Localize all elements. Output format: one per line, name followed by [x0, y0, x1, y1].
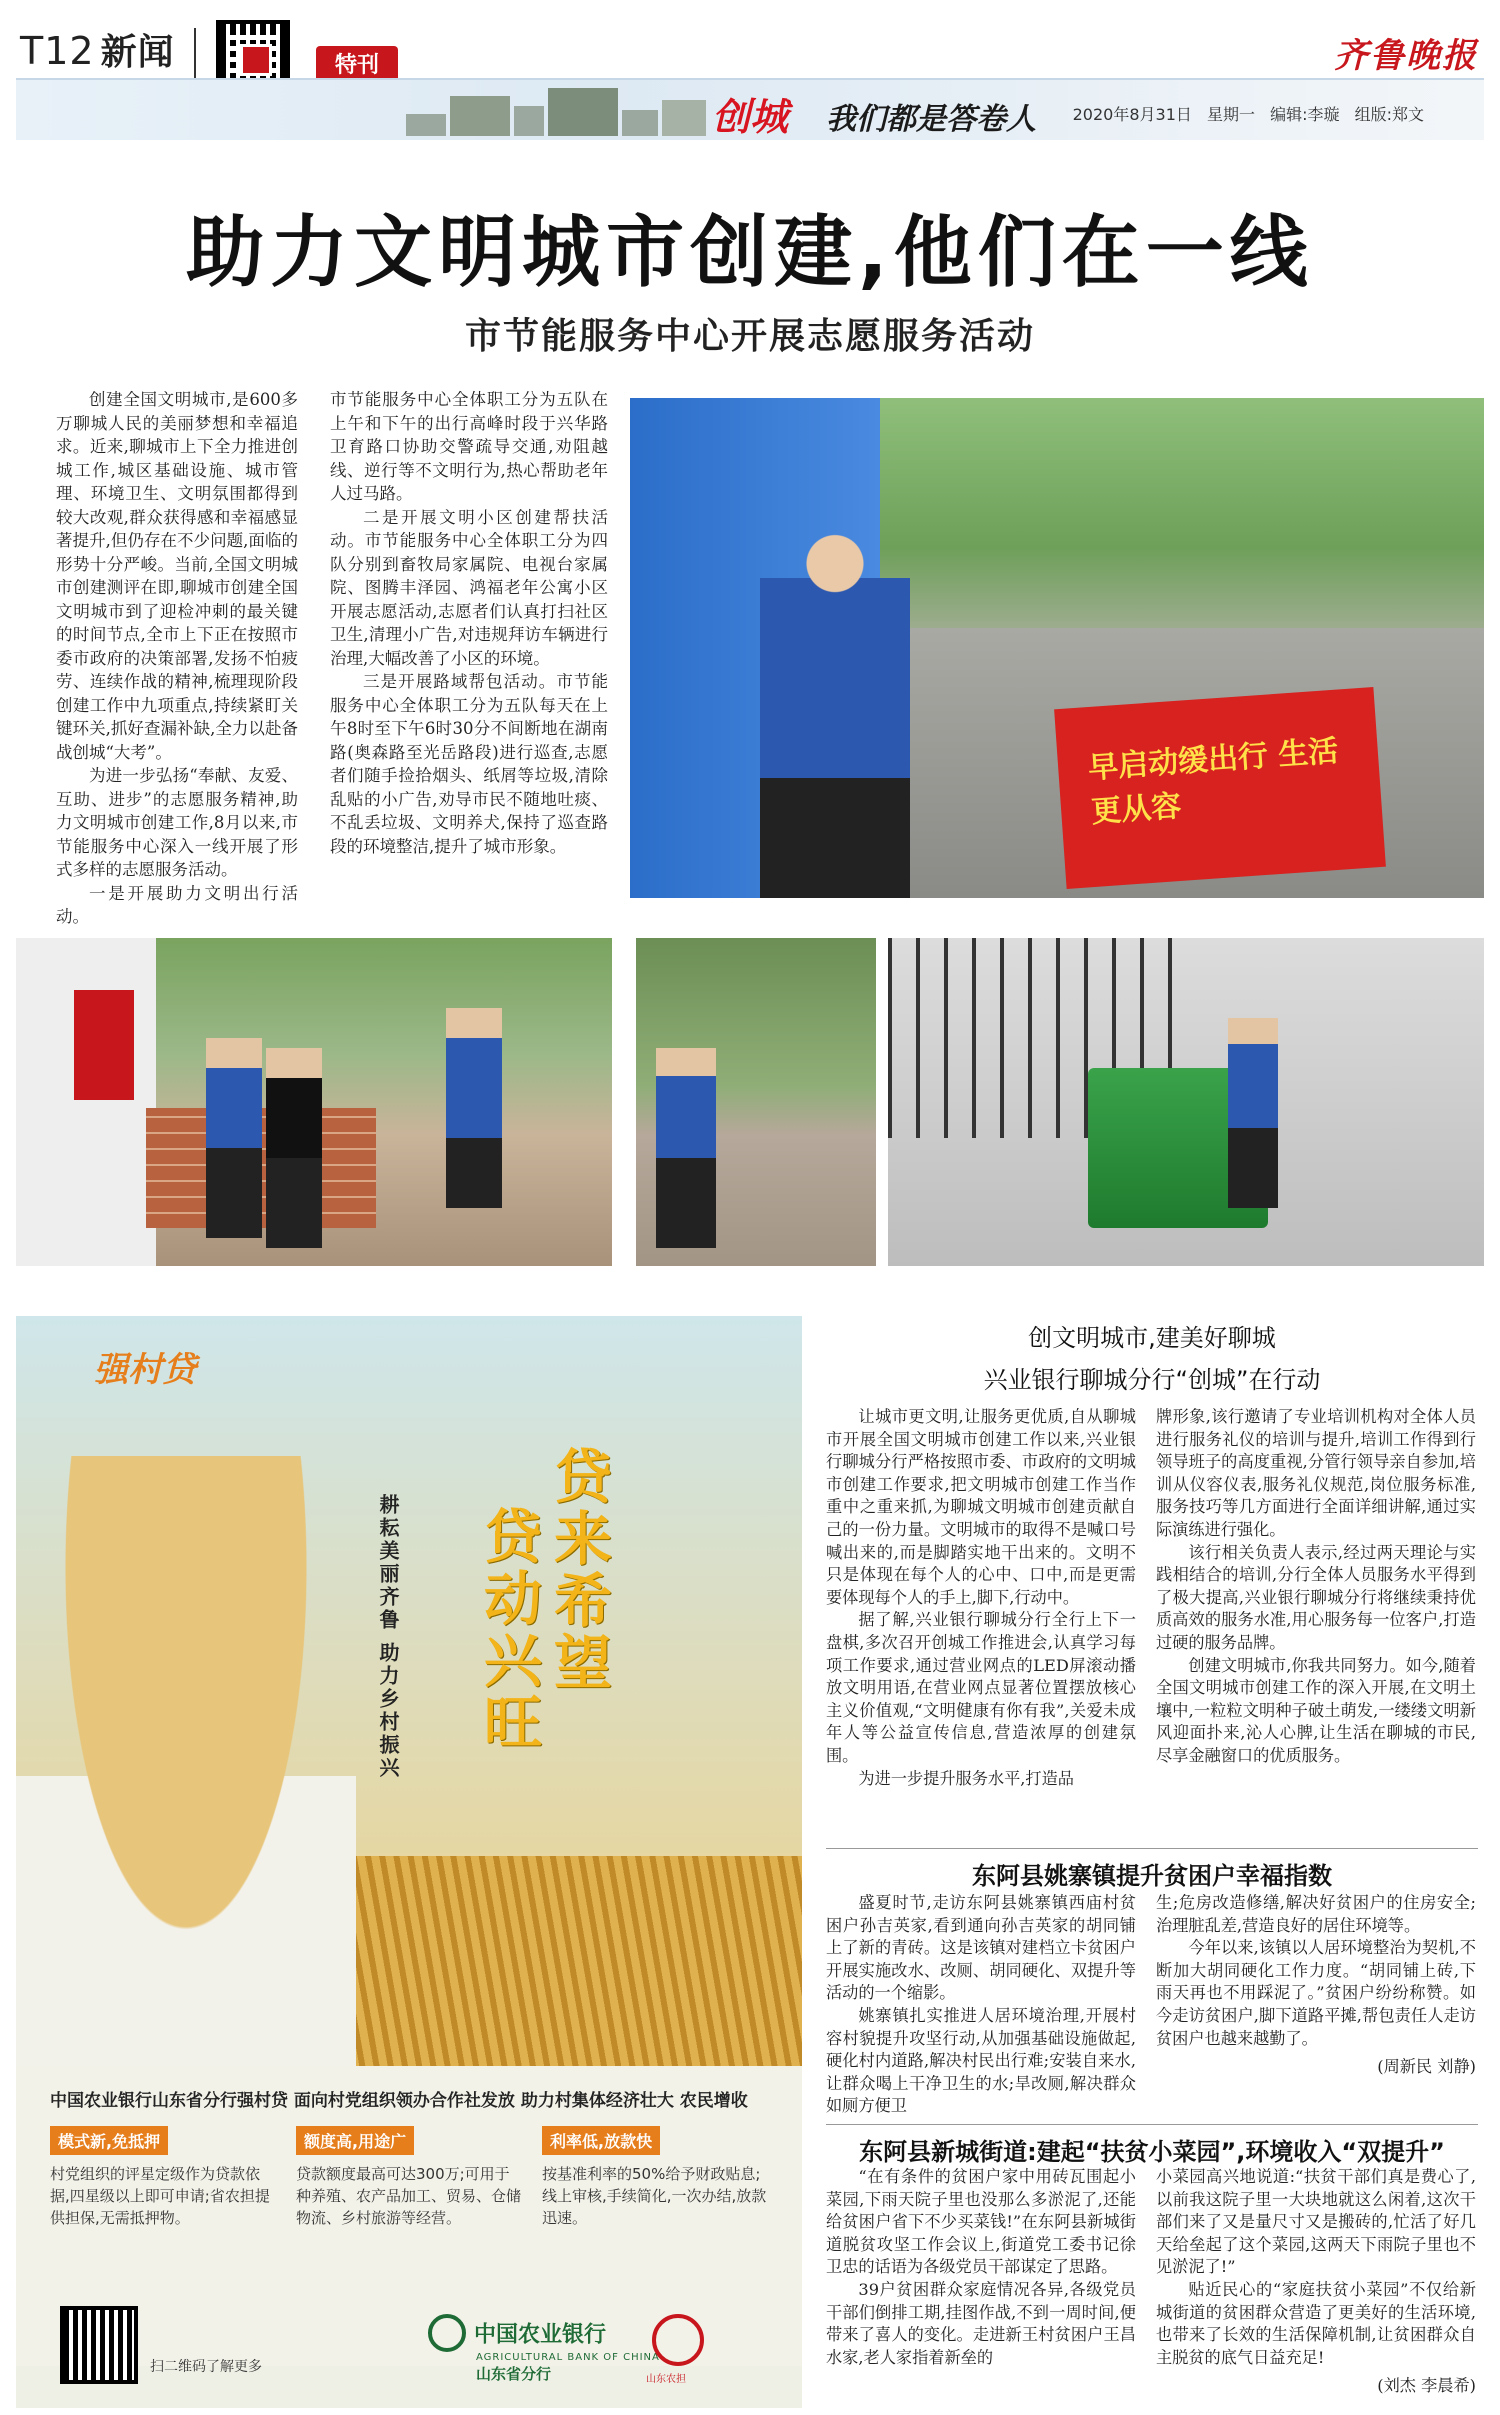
- issue-weekday: 星期一: [1206, 105, 1255, 124]
- article-a-subtitle: 兴业银行聊城分行“创城”在行动: [983, 1366, 1321, 1394]
- ad-feature-box: [50, 2126, 276, 2229]
- layout-editor: 组版:郑文: [1354, 105, 1424, 124]
- campaign-title: 创城: [712, 95, 789, 139]
- farmer-figure: [16, 1456, 356, 2076]
- paragraph: 一是开展助力文明出行活动。: [56, 883, 298, 926]
- bank-emblem-icon: [428, 2314, 466, 2352]
- partner-name: 山东农担: [646, 2374, 686, 2385]
- main-headline: 助力文明城市创建,他们在一线: [186, 208, 1314, 298]
- notice-board: [74, 990, 134, 1100]
- paragraph: 小菜园高兴地说道:“扶贫干部们真是费心了,以前我这院子里一大块地就这么闲着,这次干部们来了又是量尺寸又是搬砖的,忙活了好几天给垒起了这个菜园,这两天下雨院子里也不见淤泥了!”: [1156, 2167, 1476, 2277]
- wall: [16, 938, 156, 1266]
- paragraph: 据了解,兴业银行聊城分行全行上下一盘棋,多次召开创城工作推进会,认真学习每项工作要求,通过营业网点的LED屏滚动播放文明用语,在营业网点显著位置摆放核心主义价值观,“文明健康有你有我”,关爱未成年人等公益宣传信息,营造浓厚的创建氛围。: [826, 1610, 1136, 1765]
- volunteer-figure: [446, 1008, 502, 1208]
- partner-emblem-icon: [652, 2314, 704, 2366]
- ad-feature-text: 贷款额度最高可达300万;可用于种养殖、农产品加工、贸易、仓储物流、乡村旅游等经营。: [296, 2165, 522, 2227]
- article-c-column-2: [1156, 2166, 1476, 2398]
- paragraph: 生;危房改造修缮,解决好贫困户的住房安全;治理脏乱差,营造良好的居住环境等。: [1156, 1893, 1476, 1935]
- article-divider: [826, 1848, 1478, 1849]
- article-c-title: 东阿县新城街道:建起“扶贫小菜园”,环境收入“双提升”: [859, 2138, 1445, 2166]
- ad-feature-title: 模式新,免抵押: [50, 2126, 168, 2155]
- photo-traffic-volunteer: [630, 398, 1484, 898]
- ad-qr-caption: 扫二维码了解更多: [150, 2359, 262, 2375]
- ad-qr-code-icon: [60, 2306, 138, 2384]
- campaign-banner: [16, 78, 1484, 140]
- flag-slogan: 早启动缓出行 生活更从容: [1087, 733, 1340, 830]
- paragraph: 三是开展路域帮包活动。市节能服务中心全体职工分为五队每天在上午8时至下午6时30分不间断地在湖南路(奥森路至光岳路段)进行巡查,志愿者们随手捡拾烟头、纸屑等垃圾,清除乱贴的小广告,劝导市民不随地吐痰、不乱丢垃圾、文明养犬,保持了巡查路段的环境整洁,提升了城市形象。: [330, 672, 608, 856]
- volunteer-figure: [1228, 1018, 1278, 1208]
- paragraph: 姚寨镇扎实推进人居环境治理,开展村容村貌提升攻坚行动,从加强基础设施做起,硬化村内道路,解决村民出行难;安装自来水,让群众喝上干净卫生的水;旱改厕,解决群众如厕方便卫: [826, 2005, 1136, 2116]
- issue-meta: [1073, 102, 1424, 125]
- paragraph: 今年以来,该镇以人居环境整治为契机,不断加大胡同硬化工作力度。“胡同铺上砖,下雨天再也不用踩泥了。”贫困户纷纷称赞。如今走访贫困户,脚下道路平摊,帮包责任人走访贫困户也越来越勤了。: [1156, 1938, 1476, 2048]
- ad-main-line: 中国农业银行山东省分行强村贷 面向村党组织领办合作社发放 助力村集体经济壮大 农民增收: [50, 2091, 748, 2111]
- volunteer-figure: [266, 1048, 322, 1248]
- bank-name: 中国农业银行: [474, 2322, 607, 2348]
- bank-branch: 山东省分行: [476, 2365, 552, 2383]
- paragraph: 为进一步提升服务水平,打造品: [858, 1768, 1074, 1788]
- editor-name: 编辑:李璇: [1270, 105, 1340, 124]
- red-flag: [1054, 687, 1386, 889]
- paragraph: 让城市更文明,让服务更优质,自从聊城市开展全国文明城市创建工作以来,兴业银行聊城分行严格按照市委、市政府的文明城市创建工作要求,把文明城市创建工作当作重中之重来抓,为聊城文明城市创建贡献自己的一份力量。文明城市的取得不是喊口号喊出来的,而是脚踏实地干出来的。文明不只是体现在每个人的心中、口中,而是更需要体现每个人的手上,脚下,行动中。: [826, 1407, 1136, 1607]
- main-subhead: 市节能服务中心开展志愿服务活动: [464, 316, 1035, 357]
- bank-advertisement: [16, 1316, 802, 2408]
- ad-feature-box: [542, 2126, 768, 2229]
- article-b-title: 东阿县姚寨镇提升贫困户幸福指数: [972, 1862, 1332, 1890]
- article-a-column-2: [1156, 1406, 1476, 1768]
- city-skyline-icon: [406, 86, 706, 136]
- article-b-byline: (周新民 刘静): [1377, 2057, 1476, 2077]
- paragraph: 盛夏时节,走访东阿县姚寨镇西庙村贫困户孙吉英家,看到通向孙吉英家的胡同铺上了新的青砖。这是该镇对建档立卡贫困户开展实施改水、改厕、胡同硬化、双提升等活动的一个缩影。: [826, 1893, 1136, 2003]
- photo-community-flyers: [16, 938, 612, 1266]
- ad-feature-title: 利率低,放款快: [542, 2126, 660, 2155]
- paragraph: 为进一步弘扬“奉献、友爱、互助、进步”的志愿服务精神,助力文明城市创建工作,8月以来,市节能服务中心深入一线开展了形式多样的志愿服务活动。: [56, 766, 298, 879]
- article-b-column-2: [1156, 1892, 1476, 2079]
- volunteer-figure: [206, 1038, 262, 1238]
- article-c-column-1: [826, 2166, 1136, 2369]
- page-number-text: T12: [20, 29, 95, 73]
- bank-name-english: AGRICULTURAL BANK OF CHINA: [476, 2352, 660, 2363]
- issue-date: 2020年8月31日: [1072, 105, 1192, 124]
- paragraph: 二是开展文明小区创建帮扶活动。市节能服务中心全体职工分为四队分别到畜牧局家属院、电视台家属院、图腾丰泽园、鸿福老年公寓小区开展志愿活动,志愿者们认真打扫社区卫生,清理小广告,对违规拜访车辆进行治理,大幅改善了小区的环境。: [330, 507, 608, 668]
- campaign-subtitle: 我们都是答卷人: [826, 102, 1036, 137]
- paragraph: 创建文明城市,你我共同努力。如今,随着全国文明城市创建工作的深入开展,在文明土壤中,一粒粒文明种子破土萌发,一缕缕文明新风迎面扑来,沁人心脾,让生活在聊城的市民,尽享金融窗口的优质服务。: [1156, 1655, 1476, 1765]
- special-edition-badge: 特刊: [316, 46, 398, 86]
- page-number: [20, 24, 175, 75]
- article-a-column-1: [826, 1406, 1136, 1790]
- ad-slogan-line-1: 贷来希望: [544, 1446, 612, 1694]
- volunteer-figure: [656, 1048, 716, 1248]
- paragraph: 39户贫困群众家庭情况各异,各级党员干部们倒排工期,挂图作战,不到一周时间,便带来了喜人的变化。走进新王村贫困户王昌水家,老人家指着新垒的: [826, 2279, 1136, 2367]
- photo-trash-bins: [888, 938, 1484, 1266]
- volunteer-figure: [760, 518, 910, 898]
- paragraph: 贴近民心的“家庭扶贫小菜园”不仅给新城街道的贫困群众营造了更美好的生活环境,也带来了长效的生活保障机制,让贫困群众自主脱贫的底气日益充足!: [1156, 2279, 1476, 2367]
- ad-slogan-line-2: 贷动兴旺: [474, 1506, 542, 1754]
- article-c-byline: (刘杰 李晨希): [1377, 2376, 1476, 2396]
- ad-feature-text: 村党组织的评星定级作为贷款依据,四星级以上即可申请;省农担提供担保,无需抵押物。: [50, 2165, 270, 2227]
- ad-slogan: [466, 1446, 612, 1886]
- article-divider: [826, 2124, 1478, 2125]
- article-b-column-1: [826, 1892, 1136, 2118]
- ad-product-logo: 强村贷: [94, 1350, 196, 1390]
- ad-feature-title: 额度高,用途广: [296, 2126, 414, 2155]
- paragraph: “在有条件的贫困户家中用砖瓦围起小菜园,下雨天院子里也没那么多淤泥了,还能给贫困户省下不少买菜钱!”在东阿县新城街道脱贫攻坚工作会议上,街道党工委书记徐卫忠的话语为各级党员干部谋定了思路。: [826, 2167, 1136, 2277]
- paragraph: 市节能服务中心全体职工分为五队在上午和下午的出行高峰时段于兴华路卫育路口协助交警疏导交通,劝阻越线、逆行等不文明行为,热心帮助老年人过马路。: [330, 390, 608, 503]
- ad-feature-box: [296, 2126, 522, 2229]
- ad-feature-text: 按基准利率的50%给予财政贴息;线上审核,手续简化,一次办结,放款迅速。: [542, 2165, 767, 2227]
- newspaper-logo: 齐鲁晚报: [1334, 36, 1478, 76]
- paragraph: 创建全国文明城市,是600多万聊城人民的美丽梦想和幸福追求。近来,聊城市上下全力推进创城工作,城区基础设施、城市管理、环境卫生、文明氛围都得到较大改观,群众获得感和幸福感显著提升,但仍存在不少问题,面临的形势十分严峻。当前,全国文明城市创建测评在即,聊城市创建全国文明城市到了迎检冲刺的最关键的时间节点,全市上下正在按照市委市政府的决策部署,发扬不怕疲劳、连续作战的精神,梳理现阶段创建工作中九项重点,持续紧盯关键环关,抓好查漏补缺,全力以赴备战创城“大考”。: [56, 390, 298, 762]
- article-a-title: 创文明城市,建美好聊城: [1028, 1324, 1276, 1352]
- ad-tagline: 耕耘美丽齐鲁 助力乡村振兴: [376, 1494, 400, 1780]
- paragraph: 该行相关负责人表示,经过两天理论与实践相结合的培训,分行全体人员服务水平得到了极大提高,兴业银行聊城分行将继续秉持优质高效的服务水准,用心服务每一位客户,打造过硬的服务品牌。: [1156, 1542, 1476, 1652]
- photo-sweeping: [636, 938, 876, 1266]
- bank-logo: [428, 2314, 660, 2384]
- main-article-column-1: [56, 388, 298, 929]
- paragraph: 牌形象,该行邀请了专业培训机构对全体人员进行服务礼仪的培训与提升,培训工作得到行领导班子的高度重视,分管行领导亲自参加,培训从仪容仪表,服务礼仪规范,岗位服务标准,服务技巧等几方面进行全面详细讲解,通过实际演练进行强化。: [1156, 1407, 1476, 1539]
- main-article-column-2: [330, 388, 608, 858]
- masthead-divider: [194, 28, 196, 80]
- section-name: 新闻: [100, 32, 175, 73]
